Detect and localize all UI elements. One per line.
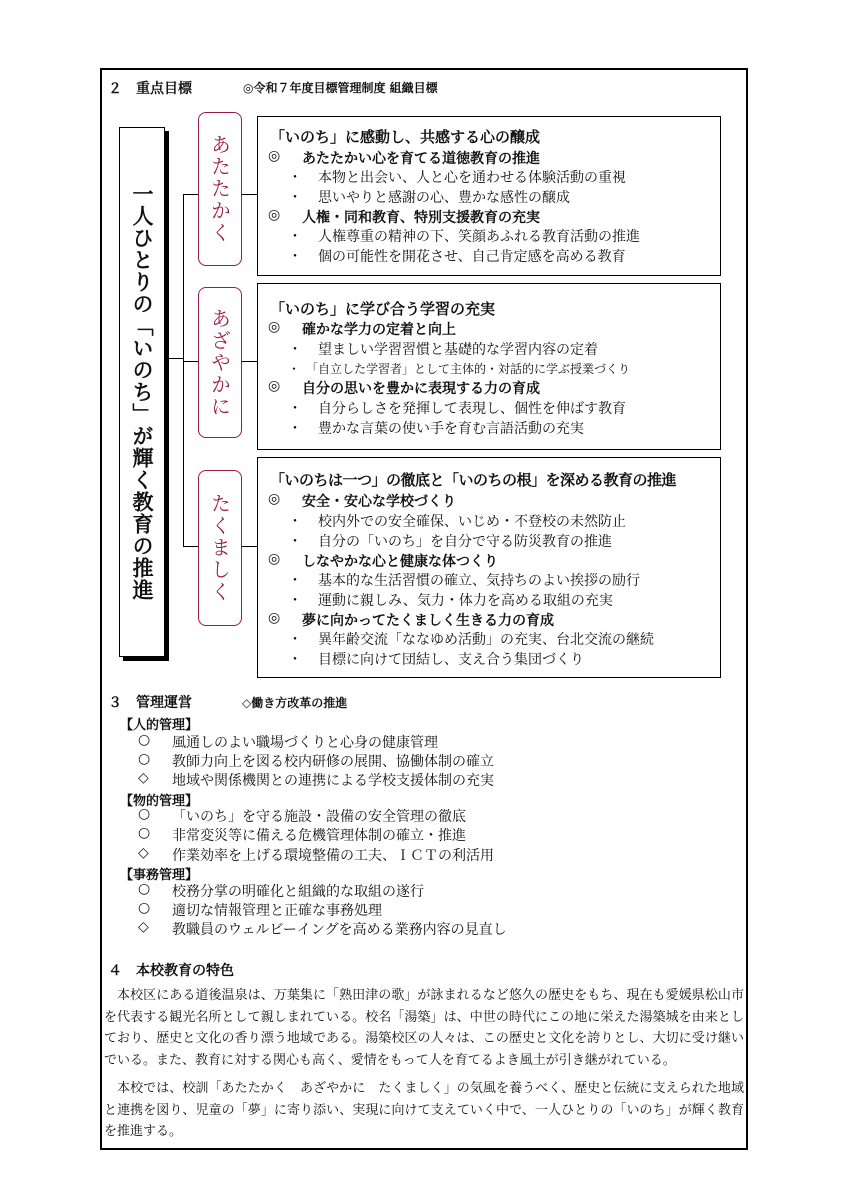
category-atatakaku <box>198 112 242 266</box>
connector-cat3 <box>183 546 198 547</box>
bullet: ・ <box>288 652 302 668</box>
group-title: 【物的管理】 <box>120 794 199 809</box>
goal-sub-mark: ◎ <box>268 378 281 394</box>
goal-sub-mark: ◎ <box>268 148 281 164</box>
category-azayakani <box>198 287 242 438</box>
goal-sub-mark: ◎ <box>268 207 281 223</box>
goal-sub: 自分の思いを豊かに表現する力の育成 <box>302 381 540 397</box>
goal-sub-mark: ◎ <box>268 551 281 567</box>
connector-vertical <box>183 194 184 546</box>
goal-sub-mark: ◎ <box>268 491 281 507</box>
section3-subheading: ◇働き方改革の推進 <box>242 696 348 710</box>
goal-item: 異年齢交流「ななゆめ活動」の充実、台北交流の継続 <box>318 632 654 648</box>
goal-sub-mark: ◎ <box>268 610 281 626</box>
bullet: ・ <box>288 632 302 648</box>
bullet: ・ <box>288 534 302 550</box>
goal-item: 運動に親しみ、気力・体力を高める取組の充実 <box>318 593 613 609</box>
item-mark: ◇ <box>138 770 149 786</box>
item-text: 教職員のウェルビーイングを高める業務内容の見直し <box>172 922 507 938</box>
goal-title: 「いのち」に感動し、共感する心の醸成 <box>270 128 541 146</box>
goal-item: 個の可能性を開花させ、自己肯定感を高める教育 <box>318 249 626 265</box>
item-text: 地域や関係機関との連携による学校支援体制の充実 <box>172 773 494 789</box>
bullet: ・ <box>288 190 302 206</box>
goal-sub: 安全・安心な学校づくり <box>302 494 456 510</box>
goal-item: 「自立した学習者」として主体的・対話的に学ぶ授業づくり <box>306 362 631 376</box>
goal-item: 基本的な生活習慣の確立、気持ちのよい挨拶の励行 <box>318 573 640 589</box>
connector-box2 <box>242 361 257 362</box>
goal-sub: 確かな学力の定着と向上 <box>302 322 456 338</box>
section4-heading: ４ 本校教育の特色 <box>108 963 234 979</box>
item-text: 適切な情報管理と正確な事務処理 <box>172 903 382 919</box>
category-label: あたたかく <box>207 134 232 244</box>
goal-item: 目標に向けて団結し、支え合う集団づくり <box>318 652 584 668</box>
item-mark: ○ <box>138 881 151 897</box>
goal-item: 校内外での安全確保、いじめ・不登校の未然防止 <box>318 514 626 530</box>
bullet: ・ <box>288 514 302 530</box>
goal-item: 思いやりと感謝の心、豊かな感性の醸成 <box>318 190 570 206</box>
main-goal-box <box>119 127 165 657</box>
connector-main <box>165 358 183 359</box>
item-mark: ○ <box>138 732 151 748</box>
item-text: 作業効率を上げる環境整備の工夫、ＩＣＴの利活用 <box>172 848 494 864</box>
bullet: ・ <box>288 229 302 245</box>
goal-item: 豊かな言葉の使い手を育む言語活動の充実 <box>318 421 584 437</box>
item-text: 校務分掌の明確化と組織的な取組の遂行 <box>172 884 424 900</box>
category-label: たくましく <box>207 493 232 603</box>
bullet: ・ <box>288 593 302 609</box>
goal-item: 人権尊重の精神の下、笑顔あふれる教育活動の推進 <box>318 229 640 245</box>
goal-title: 「いのち」に学び合う学習の充実 <box>270 300 496 318</box>
item-mark: ○ <box>138 825 151 841</box>
bullet: ・ <box>288 249 302 265</box>
item-text: 非常変災等に備える危機管理体制の確立・推進 <box>172 828 466 844</box>
category-takumashiku <box>198 470 242 626</box>
goal-item: 本物と出会い、人と心を通わせる体験活動の重視 <box>318 170 626 186</box>
connector-cat2 <box>183 361 198 362</box>
category-label: あざやかに <box>207 307 232 418</box>
goal-item: 自分らしさを発揮して表現し、個性を伸ばす教育 <box>318 401 626 417</box>
section4-paragraph-1: 本校区にある道後温泉は、万葉集に「熟田津の歌」が詠まれるなど悠久の歴史をもち、現在も愛媛県松山市を代表する観光名所として親しまれている。校名「湯築」は、中世の時代にこの地に栄えた湯築城を由来としており、歴史と文化の香り漂う地域である。湯築校区の人々は、この歴史と文化を誇りとし、大切に受け継いでいる。また、教育に対する関心も高く、愛情をもって人を育てるよき風土が引き継がれている。 <box>104 988 744 1068</box>
bullet: ・ <box>288 362 301 376</box>
goal-sub-mark: ◎ <box>268 319 281 335</box>
item-mark: ◇ <box>138 845 149 861</box>
bullet: ・ <box>288 170 302 186</box>
connector-box1 <box>242 194 257 195</box>
group-title: 【事務管理】 <box>120 868 199 883</box>
section2-heading: ２ 重点目標 <box>108 81 192 97</box>
bullet: ・ <box>288 421 302 437</box>
item-text: 「いのち」を守る施設・設備の安全管理の徹底 <box>172 809 466 825</box>
bullet: ・ <box>288 573 302 589</box>
section4-paragraph-2: 本校では、校訓「あたたかく あざやかに たくましく」の気風を養うべく、歴史と伝統に支えられた地域と連携を図り、児童の「夢」に寄り添い、実現に向けて支えていく中で、一人ひとりの「いのち」が輝く教育を推進する。 <box>104 1081 744 1139</box>
goal-sub: 人権・同和教育、特別支援教育の充実 <box>302 210 540 226</box>
connector-cat1 <box>183 194 198 195</box>
goal-sub: しなやかな心と健康な体つくり <box>302 554 498 570</box>
main-goal-text: 一人ひとりの「いのち」が輝く教育の推進 <box>130 183 154 601</box>
item-mark: ○ <box>138 900 151 916</box>
connector-box3 <box>242 546 257 547</box>
item-mark: ◇ <box>138 919 149 935</box>
item-text: 風通しのよい職場づくりと心身の健康管理 <box>172 735 438 751</box>
section2-subheading: ◎令和７年度目標管理制度 組織目標 <box>243 81 438 95</box>
bullet: ・ <box>288 342 302 358</box>
item-mark: ○ <box>138 806 151 822</box>
goal-sub: あたたかい心を育てる道徳教育の推進 <box>302 151 540 167</box>
bullet: ・ <box>288 401 302 417</box>
group-title: 【人的管理】 <box>120 718 199 733</box>
section3-heading: ３ 管理運営 <box>108 695 192 711</box>
goal-item: 望ましい学習習慣と基礎的な学習内容の定着 <box>318 342 598 358</box>
item-mark: ○ <box>138 751 151 767</box>
item-text: 教師力向上を図る校内研修の展開、協働体制の確立 <box>172 754 494 770</box>
goal-item: 自分の「いのち」を自分で守る防災教育の推進 <box>318 534 612 550</box>
goal-sub: 夢に向かってたくましく生きる力の育成 <box>302 613 554 629</box>
goal-title: 「いのちは一つ」の徹底と「いのちの根」を深める教育の推進 <box>270 471 677 489</box>
